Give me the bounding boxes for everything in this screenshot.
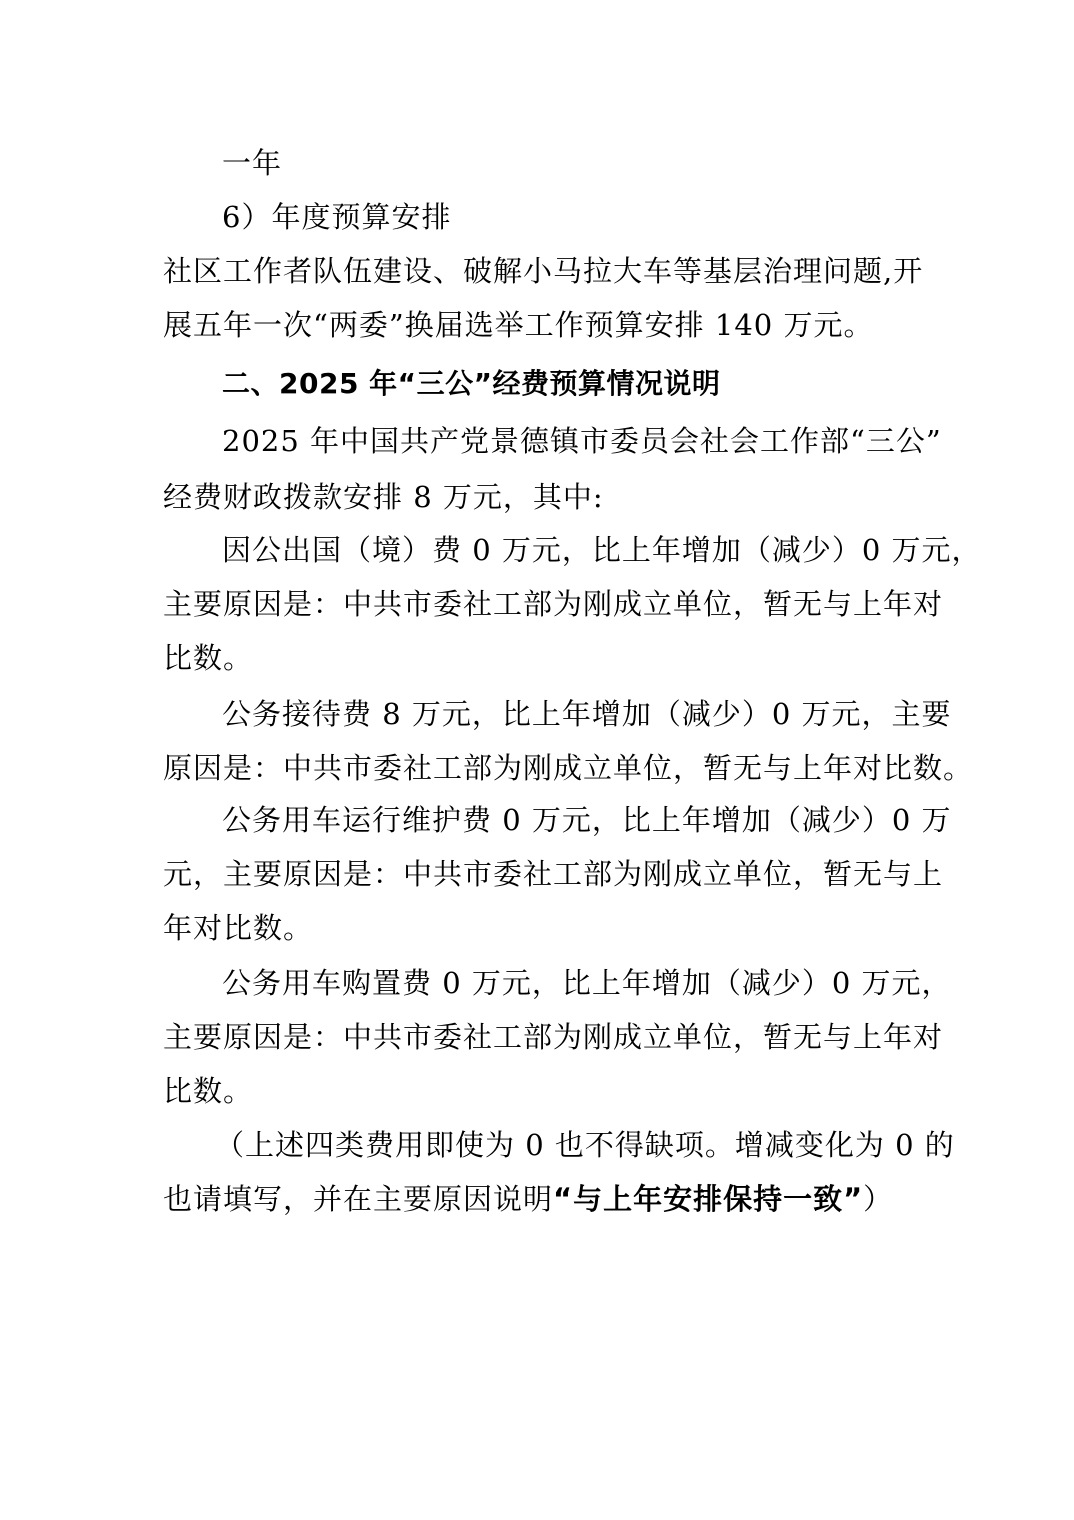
- text-line: 公务用车运行维护费 0 万元，比上年增加（减少）0 万: [222, 803, 952, 837]
- text-line: 经费财政拨款安排 8 万元，其中:: [163, 480, 604, 514]
- text-line: 元，主要原因是：中共市委社工部为刚成立单位，暂无与上: [163, 857, 944, 891]
- bold-quote: “与上年安排保持一致”: [553, 1182, 864, 1216]
- text-line: 主要原因是：中共市委社工部为刚成立单位，暂无与上年对: [163, 1020, 944, 1054]
- text-line: 公务接待费 8 万元，比上年增加（减少）0 万元，主要: [222, 697, 952, 731]
- text-line: 比数。: [163, 1074, 254, 1108]
- text-line: 主要原因是：中共市委社工部为刚成立单位，暂无与上年对: [163, 587, 944, 621]
- text-line: 6）年度预算安排: [222, 200, 452, 234]
- text-line: 社区工作者队伍建设、破解小马拉大车等基层治理问题,开: [163, 254, 924, 288]
- text-line: 公务用车购置费 0 万元，比上年增加（减少）0 万元，: [222, 966, 952, 1000]
- text-span: 也请填写，并在主要原因说明: [163, 1182, 554, 1216]
- text-line: 一年: [222, 146, 283, 180]
- text-line: 原因是：中共市委社工部为刚成立单位，暂无与上年对比数。: [163, 751, 974, 785]
- text-line: 展五年一次“两委”换届选举工作预算安排 140 万元。: [163, 308, 874, 342]
- text-span: ）: [863, 1182, 894, 1216]
- text-line: 2025 年中国共产党景德镇市委员会社会工作部“三公”: [222, 424, 942, 458]
- text-line: 年对比数。: [163, 911, 314, 945]
- text-line: 因公出国（境）费 0 万元，比上年增加（减少）0 万元，: [222, 533, 982, 567]
- text-line: （上述四类费用即使为 0 也不得缺项。增减变化为 0 的: [215, 1128, 955, 1162]
- section-heading: 二、2025 年“三公”经费预算情况说明: [222, 367, 721, 400]
- text-line-mixed: [163, 1181, 913, 1217]
- text-line: 比数。: [163, 641, 254, 675]
